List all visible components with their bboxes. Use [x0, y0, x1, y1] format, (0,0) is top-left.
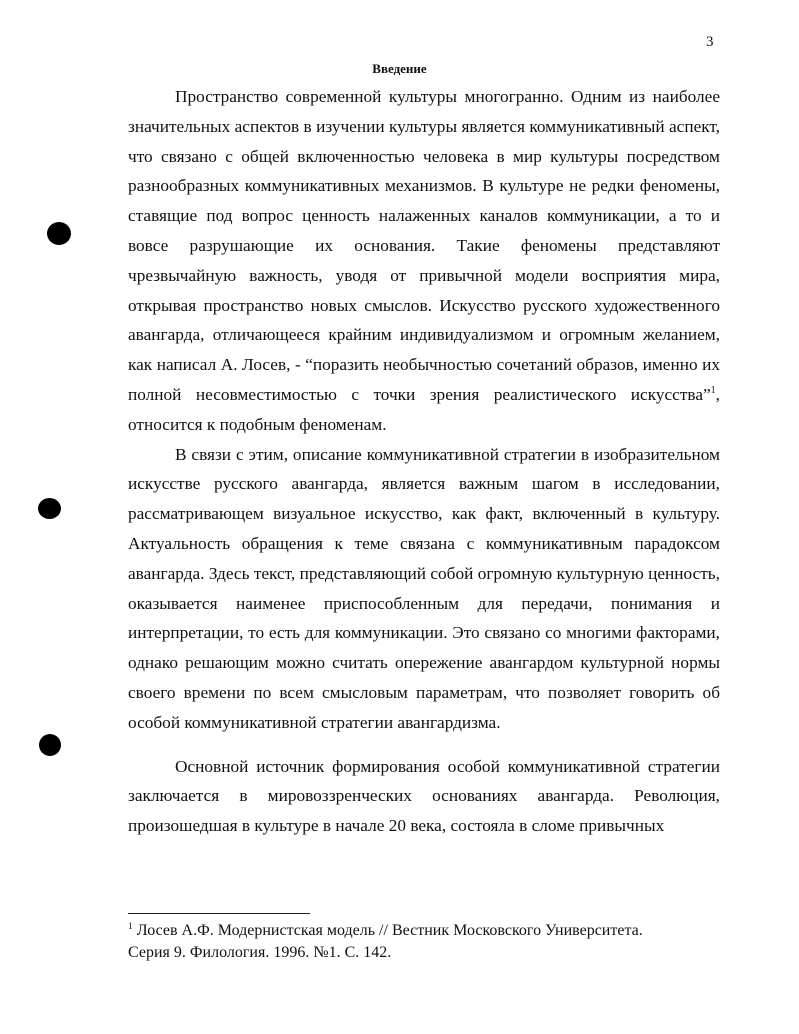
punch-hole-mark-bottom	[39, 734, 61, 756]
body-text	[128, 82, 720, 841]
footnote-reference[interactable]: 1	[710, 384, 716, 396]
paragraph-1	[128, 82, 720, 440]
paragraph-3: Основной источник формирования особой коммуникативной стратегии заключается в мировоззренческих основаниях авангарда. Революция, произошедшая в культуре в начале 20 века, состояла в сломе привычных	[128, 756, 720, 836]
footnote-line-1: Лосев А.Ф. Модернистская модель // Вестник Московского Университета.	[132, 922, 643, 939]
footnote	[128, 920, 728, 964]
paragraph-spacer	[128, 738, 720, 752]
page-number: 3	[706, 34, 714, 50]
paragraph-2: В связи с этим, описание коммуникативной стратегии в изобразительном искусстве русского авангарда, является важным шагом в исследовании, рассматривающем визуальное искусство, как факт, включенный в культуру. Актуальность обращения к теме связана с коммуникативным парадоксом авангарда. Здесь текст, представляющий собой огромную культурную ценность, оказывается наименее приспособленным для передачи, понимания и интерпретации, то есть для коммуникации. Это связано со многими факторами, однако решающим можно считать опережение авангардом культурной нормы своего времени по всем смысловым параметрам, что позволяет говорить об особой коммуникативной стратегии авангардизма.	[128, 444, 720, 732]
footnote-marker: 1	[128, 922, 133, 932]
footnote-separator	[128, 913, 310, 914]
footnote-line-2: Серия 9. Филология. 1996. №1. С. 142.	[128, 944, 392, 961]
punch-hole-mark-top	[47, 222, 71, 245]
page-title: Введение	[372, 61, 427, 76]
paragraph-1-text: Пространство современной культуры многогранно. Одним из наиболее значительных аспектов в изучении культуры является коммуникативный аспект, что связано с общей включенностью человека в мир культуры посредством разнообразных коммуникативных механизмов. В культуре не редки феномены, ставящие под вопрос ценность налаженных каналов коммуникации, а то и вовсе разрушающие их основания. Такие феномены представляют чрезвычайную важность, уводя от привычной модели восприятия мира, открывая пространство новых смыслов. Искусство русского художественного авангарда, отличающееся крайним индивидуализмом и огромным желанием, как написал А. Лосев, - “поразить необычностью сочетаний образов, именно их полной несовместимостью с точки зрения реалистического искусства”	[128, 87, 720, 404]
paragraph-1-text-after: , относится к подобным феноменам.	[128, 384, 720, 434]
punch-hole-mark-middle	[38, 498, 61, 519]
